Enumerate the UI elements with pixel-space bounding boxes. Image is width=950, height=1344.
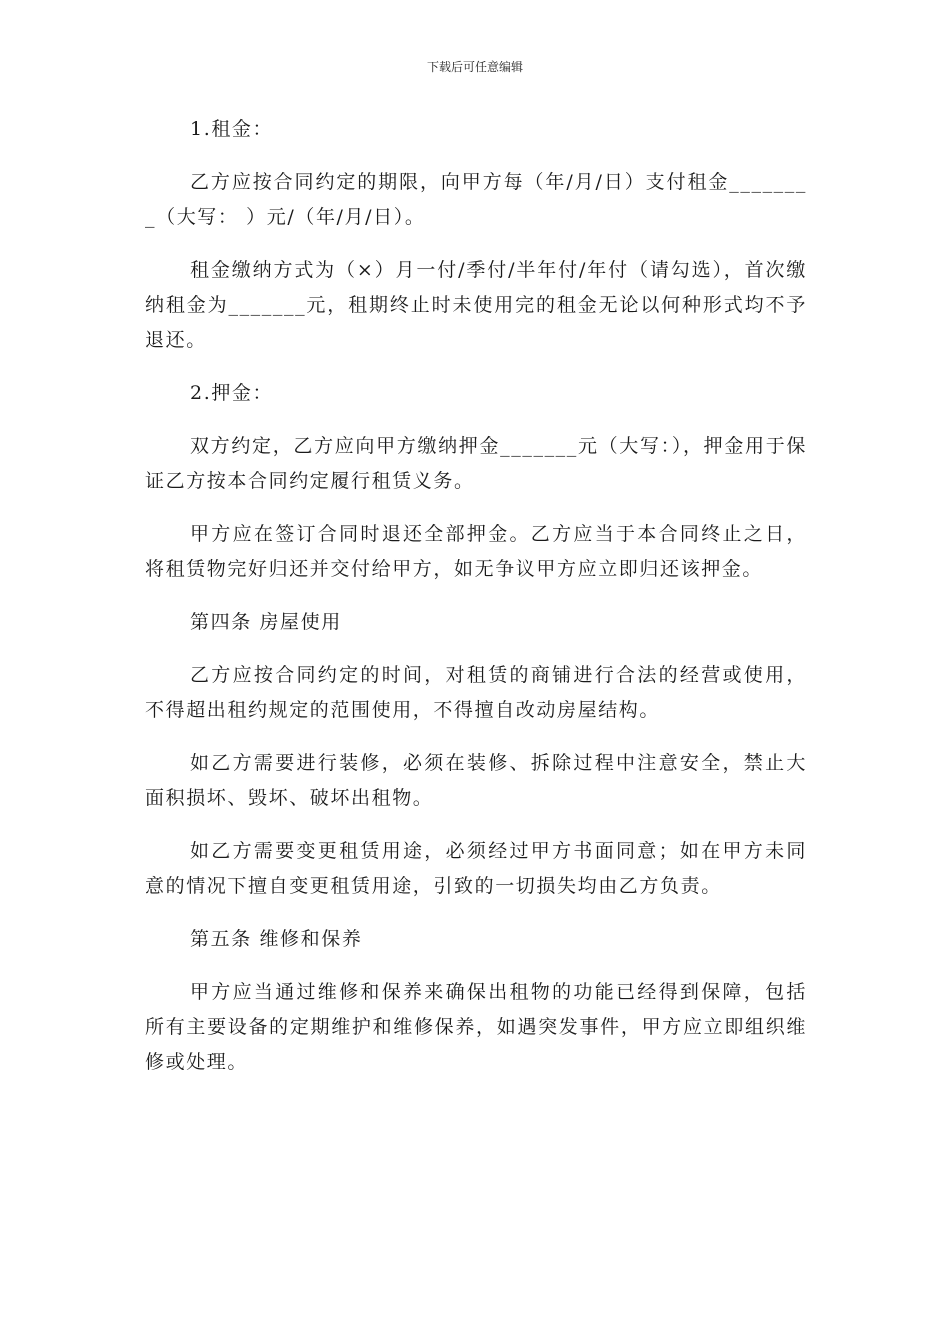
article-4-heading: 第四条 房屋使用 — [190, 611, 342, 633]
rent-payment-clause: 乙方应按合同约定的期限，向甲方每（年/月/日）支付租金________（大写： ）元/（年/月/日）。 — [145, 171, 807, 228]
rent-method-clause: 租金缴纳方式为（×）月一付/季付/半年付/年付（请勾选），首次缴纳租金为_______元，租期终止时未使用完的租金无论以何种形式均不予退还。 — [145, 259, 807, 351]
deposit-amount-clause: 双方约定，乙方应向甲方缴纳押金_______元（大写：），押金用于保证乙方按本合同约定履行租赁义务。 — [145, 435, 807, 492]
document-body — [145, 112, 807, 1098]
deposit-return-clause: 甲方应在签订合同时退还全部押金。乙方应当于本合同终止之日，将租赁物完好归还并交付给甲方，如无争议甲方应立即归还该押金。 — [145, 523, 807, 580]
article-5-heading: 第五条 维修和保养 — [190, 928, 363, 950]
change-use-clause: 如乙方需要变更租赁用途，必须经过甲方书面同意；如在甲方未同意的情况下擅自变更租赁用途，引致的一切损失均由乙方负责。 — [145, 840, 807, 897]
maintenance-clause: 甲方应当通过维修和保养来确保出租物的功能已经得到保障，包括所有主要设备的定期维护和维修保养，如遇突发事件，甲方应立即组织维修或处理。 — [145, 981, 807, 1073]
deposit-heading: 2.押金： — [190, 382, 274, 404]
rent-heading: 1.租金： — [190, 118, 274, 140]
renovation-clause: 如乙方需要进行装修，必须在装修、拆除过程中注意安全，禁止大面积损坏、毁坏、破坏出租物。 — [145, 752, 807, 809]
page-header-note: 下载后可任意编辑 — [426, 60, 523, 74]
usage-clause: 乙方应按合同约定的时间，对租赁的商铺进行合法的经营或使用，不得超出租约规定的范围使用，不得擅自改动房屋结构。 — [145, 664, 807, 721]
